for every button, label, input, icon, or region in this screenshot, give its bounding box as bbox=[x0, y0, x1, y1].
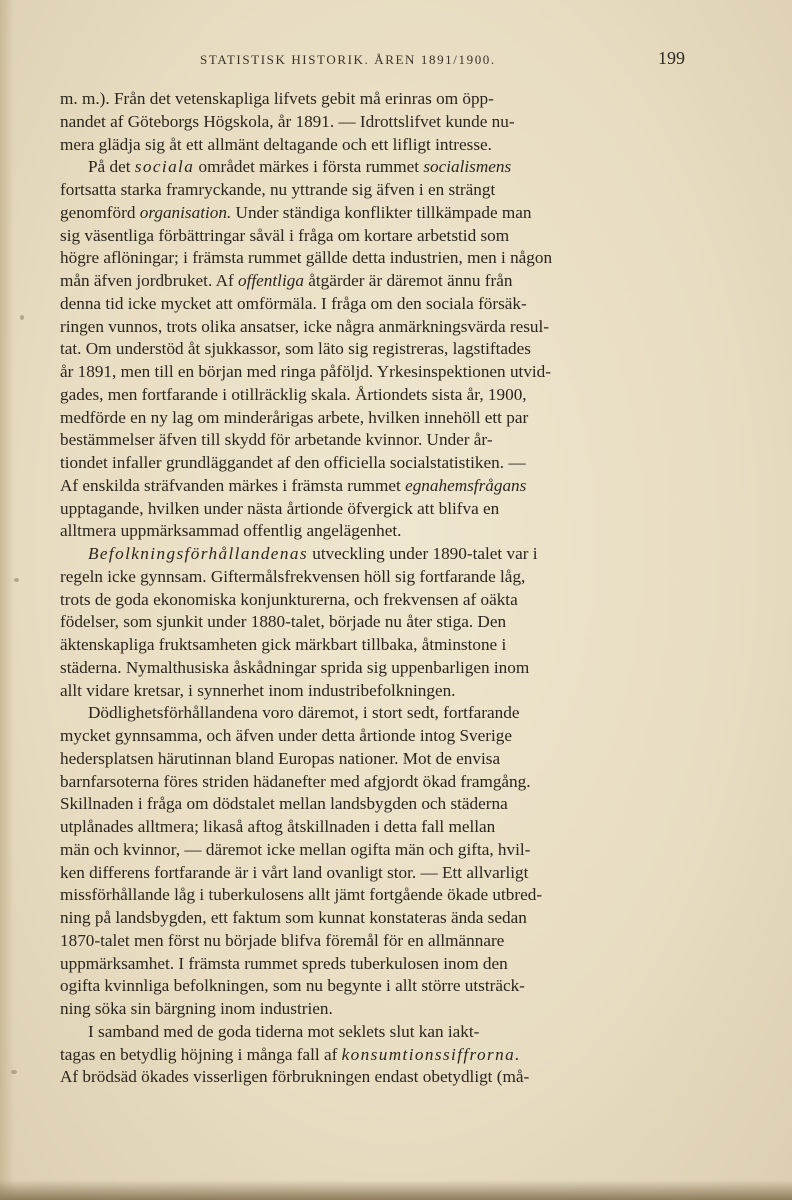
text-line bbox=[60, 202, 678, 225]
running-header bbox=[200, 48, 685, 72]
text-run: regeln icke gynnsam. Giftermålsfrekvensen höll sig fortfarande låg, bbox=[60, 566, 526, 586]
emphasized-text: socialismens bbox=[423, 157, 512, 177]
text-run: utveckling under 1890-talet var i bbox=[307, 544, 538, 563]
text-run: allt vidare kretsar, i synnerhet inom industribefolkningen. bbox=[60, 680, 456, 700]
text-line bbox=[60, 270, 678, 293]
text-line bbox=[60, 429, 678, 452]
text-line bbox=[60, 998, 678, 1021]
text-run: mån äfven jordbruket. Af bbox=[60, 271, 239, 290]
text-line bbox=[60, 589, 678, 612]
text-line bbox=[60, 1066, 678, 1089]
text-run: gades, men fortfarande i otillräcklig skala. Årtiondets sista år, 1900, bbox=[60, 384, 527, 404]
text-run: I samband med de goda tiderna mot seklets slut kan iakt- bbox=[88, 1021, 480, 1041]
emphasized-text: Befolkningsförhållandenas bbox=[88, 544, 308, 563]
text-run: fortsatta starka framryckande, nu yttrande sig äfven i en strängt bbox=[60, 180, 496, 199]
page-number: 199 bbox=[658, 48, 685, 68]
text-run: mera glädja sig åt ett allmänt deltagande och ett lifligt intresse. bbox=[60, 134, 492, 154]
emphasized-text: sociala bbox=[134, 157, 195, 177]
emphasized-text: egnahemsfrågans bbox=[405, 475, 527, 495]
text-run: ringen vunnos, trots olika ansatser, icke några anmärkningsvärda resul- bbox=[60, 316, 550, 336]
text-line bbox=[60, 475, 678, 498]
text-line bbox=[60, 680, 678, 703]
text-line bbox=[60, 225, 678, 248]
text-run: bestämmelser äfven till skydd för arbetande kvinnor. Under år- bbox=[60, 430, 493, 450]
text-line bbox=[60, 88, 678, 111]
text-line bbox=[60, 816, 678, 839]
text-run: utplånades alltmera; likaså aftog åtskillnaden i detta fall mellan bbox=[60, 817, 496, 836]
text-line bbox=[60, 725, 678, 748]
text-line bbox=[60, 1021, 678, 1044]
text-line bbox=[60, 134, 678, 157]
text-line bbox=[60, 543, 678, 566]
text-line bbox=[60, 179, 678, 202]
paper-speck bbox=[11, 1070, 17, 1074]
text-line bbox=[60, 566, 678, 589]
text-run: området märkes i första rummet bbox=[194, 157, 424, 177]
page-edge-shadow bbox=[0, 0, 14, 1200]
text-line bbox=[60, 611, 678, 634]
text-run: tagas en betydlig höjning i många fall af bbox=[60, 1044, 342, 1064]
text-line bbox=[60, 316, 678, 339]
text-line bbox=[60, 862, 678, 885]
text-run: tiondet infaller grundläggandet af den officiella socialstatistiken. — bbox=[60, 453, 526, 472]
text-line bbox=[60, 930, 678, 953]
text-line bbox=[60, 498, 678, 521]
text-line bbox=[60, 361, 678, 384]
text-line bbox=[60, 907, 678, 930]
text-run: hedersplatsen härutinnan bland Europas nationer. Mot de envisa bbox=[60, 748, 501, 768]
text-run: m. m.). Från det vetenskapliga lifvets gebit må erinras om öpp- bbox=[60, 89, 494, 108]
page-bottom-edge bbox=[0, 1180, 792, 1200]
text-run: trots de goda ekonomiska konjunkturerna, och frekvensen af oäkta bbox=[60, 589, 518, 609]
body-text bbox=[60, 88, 678, 1089]
text-run: upptagande, hvilken under nästa årtionde öfvergick att blifva en bbox=[60, 498, 500, 518]
text-run: sig väsentliga förbättringar såväl i fråga om kortare arbetstid som bbox=[60, 225, 510, 245]
text-run: Skillnaden i fråga om dödstalet mellan landsbygden och städerna bbox=[60, 794, 508, 814]
text-run: mycket gynnsamma, och äfven under detta årtionde intog Sverige bbox=[60, 726, 512, 745]
emphasized-text: offentliga bbox=[238, 271, 304, 290]
paragraph bbox=[60, 543, 678, 702]
text-run: Under ständiga konflikter tillkämpade man bbox=[231, 202, 532, 222]
text-run: nandet af Göteborgs Högskola, år 1891. — Idrottslifvet kunde nu- bbox=[60, 111, 515, 131]
text-run: På det bbox=[88, 157, 135, 177]
text-run: ning på landsbygden, ett faktum som kunnat konstateras ända sedan bbox=[60, 908, 527, 927]
text-line bbox=[60, 975, 678, 998]
text-run: högre aflöningar; i främsta rummet gällde detta industrien, men i någon bbox=[60, 248, 553, 268]
text-line bbox=[60, 884, 678, 907]
text-run: 1870-talet men först nu började blifva föremål för en allmännare bbox=[60, 930, 505, 950]
text-line bbox=[60, 407, 678, 430]
text-line bbox=[60, 657, 678, 680]
running-title: STATISTISK HISTORIK. ÅREN 1891/1900. bbox=[200, 52, 496, 67]
text-line bbox=[60, 771, 678, 794]
paragraph bbox=[60, 1021, 678, 1089]
text-run: ning söka sin bärgning inom industrien. bbox=[60, 999, 333, 1018]
paragraph bbox=[60, 88, 678, 156]
text-run: ogifta kvinnliga befolkningen, som nu begynte i allt större utsträck- bbox=[60, 976, 525, 996]
text-line bbox=[60, 1044, 678, 1067]
text-line bbox=[60, 702, 678, 725]
text-run: uppmärksamhet. I främsta rummet spreds tuberkulosen inom den bbox=[60, 953, 508, 973]
text-line bbox=[60, 839, 678, 862]
text-line bbox=[60, 247, 678, 270]
text-run: städerna. Nymalthusiska åskådningar sprida sig uppenbarligen inom bbox=[60, 657, 530, 677]
text-line bbox=[60, 338, 678, 361]
text-run: genomförd bbox=[60, 202, 140, 222]
text-run: Dödlighetsförhållandena voro däremot, i stort sedt, fortfarande bbox=[88, 703, 520, 723]
paragraph bbox=[60, 702, 678, 1021]
text-run: Af brödsäd ökades visserligen förbrukningen endast obetydligt (må- bbox=[60, 1067, 530, 1087]
text-run: alltmera uppmärksammad offentlig angelägenhet. bbox=[60, 521, 402, 541]
text-line bbox=[60, 748, 678, 771]
text-run: ken differens fortfarande är i vårt land ovanligt stor. — Ett allvarligt bbox=[60, 862, 529, 882]
text-run: Af enskilda sträfvanden märkes i främsta rummet bbox=[60, 475, 406, 495]
text-run: medförde en ny lag om minderårigas arbete, hvilken innehöll ett par bbox=[60, 407, 529, 427]
paper-speck bbox=[20, 315, 24, 320]
text-line bbox=[60, 793, 678, 816]
text-line bbox=[60, 111, 678, 134]
text-line bbox=[60, 384, 678, 407]
emphasized-text: organisation. bbox=[139, 202, 232, 222]
text-run: äktenskapliga fruktsamheten gick märkbart tillbaka, åtminstone i bbox=[60, 635, 507, 654]
text-run: män och kvinnor, — däremot icke mellan ogifta män och gifta, hvil- bbox=[60, 839, 531, 859]
text-run: denna tid icke mycket att omförmäla. I fråga om den sociala försäk- bbox=[60, 293, 527, 313]
text-line bbox=[60, 293, 678, 316]
text-line bbox=[60, 156, 678, 179]
text-line bbox=[60, 634, 678, 657]
paragraph bbox=[60, 156, 678, 543]
text-line bbox=[60, 452, 678, 475]
text-run: barnfarsoterna föres striden hädanefter med afgjordt ökad framgång. bbox=[60, 771, 531, 791]
text-run: åtgärder är däremot ännu från bbox=[303, 271, 513, 290]
emphasized-text: konsumtionssiffrorna. bbox=[341, 1044, 521, 1064]
paper-speck bbox=[14, 578, 19, 582]
text-line bbox=[60, 520, 678, 543]
text-run: tat. Om understöd åt sjukkassor, som läto sig registreras, lagstiftades bbox=[60, 339, 531, 359]
text-run: missförhållande låg i tuberkulosens allt jämt fortgående ökade utbred- bbox=[60, 885, 543, 905]
text-line bbox=[60, 953, 678, 976]
text-run: födelser, som sjunkit under 1880-talet, började nu åter stiga. Den bbox=[60, 612, 507, 632]
text-run: år 1891, men till en början med ringa påföljd. Yrkesinspektionen utvid- bbox=[60, 362, 552, 381]
